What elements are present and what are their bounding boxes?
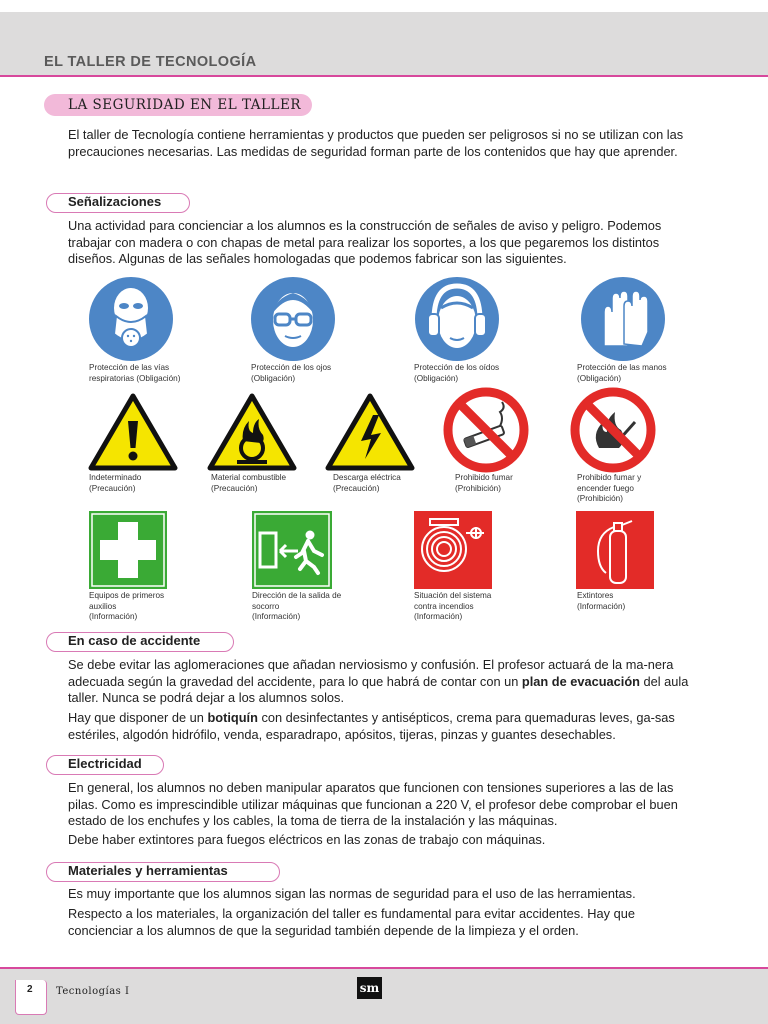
page-number: 2 — [27, 984, 33, 995]
caption-extintores: Extintores (Información) — [577, 591, 626, 611]
caption-sistema-incendios: Situación del sistema contra incendios (Información) — [414, 591, 492, 621]
caption-respirator: Protección de las vías respiratorias (Obligación) — [89, 363, 181, 383]
caption-gloves: Protección de las manos (Obligación) — [577, 363, 667, 383]
exclamation-icon — [88, 393, 178, 471]
electricidad-paragraph-2: Debe haber extintores para fuegos eléctricos en las zonas de trabajo con máquinas. — [68, 832, 546, 847]
subheading-pill-accidente — [46, 632, 234, 652]
accidente-paragraph-2: Hay que disponer de un botiquín con desinfectantes y antisépticos, crema para quemaduras leves, ga-sas estériles, algodón hidrófilo, venda, esparadrapo, apósitos, tijeras, pinzas y guantes desechables. — [68, 710, 675, 742]
materiales-paragraph-1: Es muy importante que los alumnos sigan las normas de seguridad para el uso de las herramientas. — [68, 886, 636, 901]
accidente-paragraph-1: Se debe evitar las aglomeraciones que añadan nerviosismo y confusión. El profesor actuará de la ma-nera adecuada según la gravedad del accidente, para lo que habrá de contar con un plan de evacuación del aula taller. Nunca se podrá dejar a los alumnos solos. — [68, 657, 689, 705]
subheading-materiales: Materiales y herramientas — [68, 863, 228, 878]
page-footer — [0, 967, 768, 1024]
section-title: LA SEGURIDAD EN EL TALLER — [68, 97, 301, 113]
emergency-exit-icon — [252, 511, 332, 589]
subheading-electricidad: Electricidad — [68, 756, 142, 771]
caption-prohibido-fumar: Prohibido fumar (Prohibición) — [455, 473, 513, 493]
fire-hose-icon — [414, 511, 492, 589]
subheading-pill-senalizaciones — [46, 193, 190, 213]
footer-rule — [0, 967, 768, 969]
lightning-icon — [325, 393, 415, 471]
subheading-accidente: En caso de accidente — [68, 633, 201, 648]
caption-ear-protection: Protección de los oídos (Obligación) — [414, 363, 500, 383]
publisher-logo: sm — [357, 977, 382, 999]
first-aid-cross-icon — [89, 511, 167, 589]
fire-extinguisher-icon — [576, 511, 654, 589]
respirator-icon — [88, 276, 174, 362]
page-number-box — [15, 980, 47, 1015]
caption-descarga: Descarga eléctrica (Precaución) — [333, 473, 401, 493]
no-smoking-icon — [442, 386, 530, 474]
subheading-senalizaciones: Señalizaciones — [68, 194, 162, 209]
chapter-title: EL TALLER DE TECNOLOGÍA — [44, 54, 257, 70]
botiquin-bold: botiquín — [207, 710, 258, 725]
intro-paragraph: El taller de Tecnología contiene herramientas y productos que pueden ser peligrosos si no se utilizan con las precauciones necesarias. Las medidas de seguridad forman parte de los contenidos que hay que aprender. — [68, 127, 684, 159]
section-title-pill — [44, 94, 312, 116]
caption-primeros-auxilios: Equipos de primeros auxilios (Información) — [89, 591, 165, 621]
header-rule — [0, 75, 768, 77]
electricidad-paragraph-1: En general, los alumnos no deben manipular aparatos que funcionen con tensiones superiores a las de las pilas. Como es imprescindible utilizar máquinas que funcionan a 220 V, el profesor debe comprobar el buen estado de los enchufes y los cables, la toma de tierra de la instalación y las máquinas. — [68, 780, 678, 828]
caption-prohibido-fuego: Prohibido fumar y encender fuego (Prohibición) — [577, 473, 642, 503]
book-title: Tecnologías I — [56, 986, 130, 997]
senalizaciones-paragraph: Una actividad para concienciar a los alumnos es la construcción de señales de aviso y peligro. Podemos trabajar con madera o con chapas de metal para realizar los soportes, a los que pegaremos los distintos diseños. Algunas de las señales homologadas que podemos fabricar son las siguientes. — [68, 218, 662, 266]
gloves-icon — [580, 276, 666, 362]
ear-protection-icon — [414, 276, 500, 362]
subheading-pill-electricidad — [46, 755, 164, 775]
materiales-paragraph-2: Respecto a los materiales, la organización del taller es fundamental para evitar accidentes. Hay que concienciar a los alumnos de que la seguridad también depende de la limpieza y el orden. — [68, 906, 635, 938]
plan-evacuacion-bold: plan de evacuación — [521, 673, 640, 689]
caption-salida-socorro: Dirección de la salida de socorro (Información) — [252, 591, 342, 621]
caption-combustible: Material combustible (Precaución) — [211, 473, 287, 493]
caption-goggles: Protección de los ojos (Obligación) — [251, 363, 332, 383]
no-fire-icon — [569, 386, 657, 474]
caption-indeterminado: Indeterminado (Precaución) — [89, 473, 142, 493]
page-header — [0, 12, 768, 75]
subheading-pill-materiales — [46, 862, 280, 882]
goggles-icon — [250, 276, 336, 362]
flame-icon — [207, 393, 297, 471]
